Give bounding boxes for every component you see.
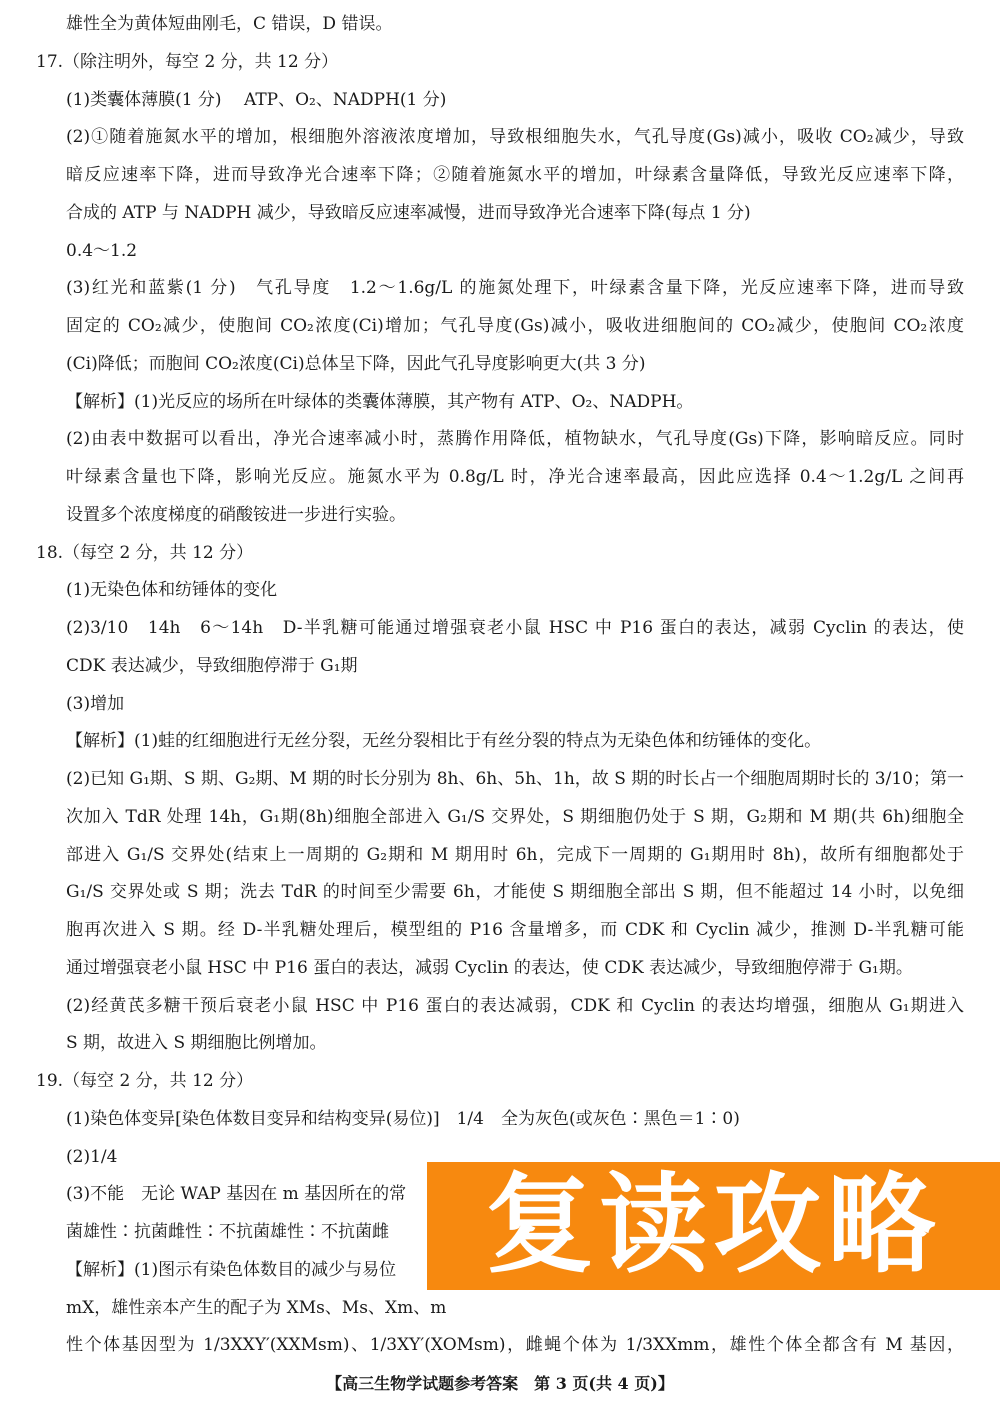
text-line: (2)已知 G₁期、S 期、G₂期、M 期的时长分别为 8h、6h、5h、1h，故 S 期的时长占一个细胞周期时长的 3/10；第一 [66,769,964,789]
text-line: (3)增加 [66,693,125,714]
text-line: (2)1/4 [66,1146,118,1167]
watermark-banner [427,1162,1000,1290]
text-line: 【解析】(1)图示有染色体数目的减少与易位 [66,1259,397,1280]
text-line: (1)无染色体和纺锤体的变化 [66,580,278,601]
text-line: 设置多个浓度梯度的硝酸铵进一步进行实验。 [66,504,406,525]
page-footer: 【高三生物学试题参考答案 第 3 页(共 4 页)】 [326,1374,674,1393]
text-line: 17.（除注明外，每空 2 分，共 12 分） [36,51,339,72]
text-line: 次加入 TdR 处理 14h，G₁期(8h)细胞全部进入 G₁/S 交界处，S 期细胞仍处于 S 期，G₂期和 M 期(共 6h)细胞全 [66,806,964,827]
text-line: (2)3/10 14h 6～14h D-半乳糖可能通过增强衰老小鼠 HSC 中 P16 蛋白的表达，减弱 Cyclin 的表达，使 [66,618,964,638]
text-line: 19.（每空 2 分，共 12 分） [36,1071,254,1091]
text-line: (1)类囊体薄膜(1 分) ATP、O₂、NADPH(1 分) [66,89,447,110]
text-line: G₁/S 交界处或 S 期；洗去 TdR 的时间至少需要 6h，才能使 S 期细胞全部出 S 期，但不能超过 14 小时，以免细 [66,882,964,903]
text-line: (1)染色体变异[染色体数目变异和结构变异(易位)] 1/4 全为灰色(或灰色∶黑色＝1∶0) [66,1108,740,1129]
text-line: (3)红光和蓝紫(1 分) 气孔导度 1.2～1.6g/L 的施氮处理下，叶绿素含量下降，光反应速率下降，进而导致 [66,278,964,299]
text-line: 合成的 ATP 与 NADPH 减少，导致暗反应速率减慢，进而导致净光合速率下降(每点 1 分) [66,202,751,223]
text-line: (2)经黄芪多糖干预后衰老小鼠 HSC 中 P16 蛋白的表达减弱，CDK 和 Cyclin 的表达均增强，细胞从 G₁期进入 [66,995,964,1016]
text-line: 【解析】(1)光反应的场所在叶绿体的类囊体薄膜，其产物有 ATP、O₂、NADPH。 [66,391,694,412]
text-line: 部进入 G₁/S 交界处(结束上一周期的 G₂期和 M 期用时 6h，完成下一周期的 G₁期用时 8h)，故所有细胞都处于 [66,844,964,865]
text-line: mX，雄性亲本产生的配子为 XMs、Ms、Xm、m [66,1297,447,1318]
text-line: 通过增强衰老小鼠 HSC 中 P16 蛋白的表达，减弱 Cyclin 的表达，使 CDK 表达减少，导致细胞停滞于 G₁期。 [66,957,913,978]
text-line: (Ci)降低；而胞间 CO₂浓度(Ci)总体呈下降，因此气孔导度影响更大(共 3 分) [66,353,646,374]
text-line: 菌雄性∶抗菌雌性∶不抗菌雄性∶不抗菌雌 [66,1222,389,1242]
text-line: 叶绿素含量也下降，影响光反应。施氮水平为 0.8g/L 时，净光合速率最高，因此应选择 0.4～1.2g/L 之间再 [66,467,964,487]
text-line: S 期，故进入 S 期细胞比例增加。 [66,1033,327,1054]
text-line: 暗反应速率下降，进而导致净光合速率下降；②随着施氮水平的增加，叶绿素含量降低，导致光反应速率下降， [66,165,964,185]
text-line: 固定的 CO₂减少，使胞间 CO₂浓度(Ci)增加；气孔导度(Gs)减小，吸收进细胞间的 CO₂减少，使胞间 CO₂浓度 [66,316,964,336]
text-line: 胞再次进入 S 期。经 D-半乳糖处理后，模型组的 P16 含量增多，而 CDK 和 Cyclin 减少，推测 D-半乳糖可能 [66,920,964,940]
text-line: 性个体基因型为 1/3XXY′(XXMsm)、1/3XY′(XOMsm)，雌蝇个体为 1/3XXmm，雄性个体全都含有 M 基因， [66,1335,964,1356]
text-line: 0.4～1.2 [66,240,138,261]
text-line: 【解析】(1)蛙的红细胞进行无丝分裂，无丝分裂相比于有丝分裂的特点为无染色体和纺锤体的变化。 [66,731,822,752]
text-line: 18.（每空 2 分，共 12 分） [36,542,254,563]
text-line: 雄性全为黄体短曲刚毛，C 错误，D 错误。 [66,14,393,34]
text-line: (2)①随着施氮水平的增加，根细胞外溶液浓度增加，导致根细胞失水，气孔导度(Gs)减小，吸收 CO₂减少，导致 [66,127,964,148]
text-line: (2)由表中数据可以看出，净光合速率减小时，蒸腾作用降低，植物缺水，气孔导度(Gs)下降，影响暗反应。同时 [66,429,964,450]
text-line: (3)不能 无论 WAP 基因在 m 基因所在的常 [66,1184,407,1205]
text-line: CDK 表达减少，导致细胞停滞于 G₁期 [66,655,358,676]
watermark-text: 复读攻略 [485,1163,942,1288]
